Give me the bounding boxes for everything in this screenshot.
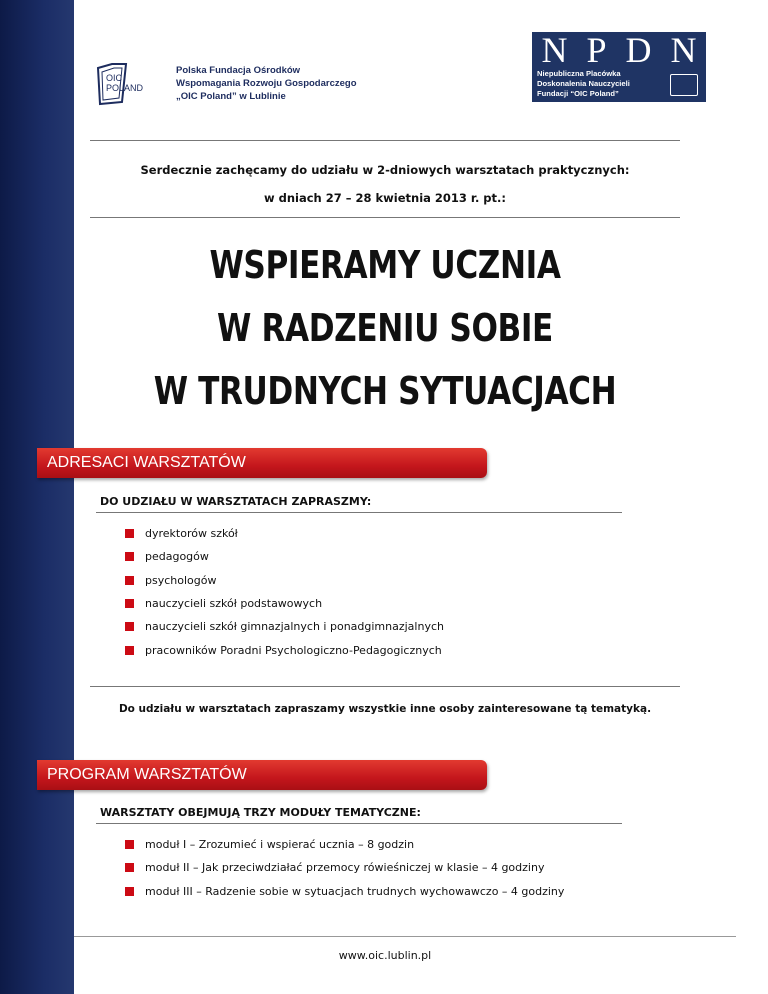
list-item <box>125 880 564 903</box>
svg-text:OIC: OIC <box>106 73 123 83</box>
divider <box>90 686 680 687</box>
oic-organization-name <box>176 64 357 103</box>
bullet-square-icon <box>125 646 134 655</box>
divider <box>96 823 622 824</box>
npdn-letter: D <box>625 30 652 70</box>
modules-list <box>125 833 564 903</box>
npdn-subtitle <box>537 69 665 98</box>
list-item-text: moduł I – Zrozumieć i wspierać ucznia – 8 godzin <box>145 838 415 852</box>
sidebar-stripe <box>0 0 74 994</box>
npdn-line-1: Niepubliczna Placówka <box>537 69 621 78</box>
section-banner-program: PROGRAM WARSZTATÓW <box>37 760 487 790</box>
svg-text:POLAND: POLAND <box>106 83 144 93</box>
list-item-text: pracowników Poradni Psychologiczno-Pedagogicznych <box>145 643 442 657</box>
list-item <box>125 569 444 592</box>
divider <box>90 140 680 141</box>
list-item <box>125 833 564 856</box>
list-item <box>125 522 444 545</box>
oic-poland-logo <box>92 62 166 106</box>
list-item-text: nauczycieli szkół podstawowych <box>145 597 323 611</box>
list-item-text: moduł III – Radzenie sobie w sytuacjach trudnych wychowawczo – 4 godziny <box>145 884 565 898</box>
bullet-square-icon <box>125 552 134 561</box>
list-item <box>125 615 444 638</box>
bullet-square-icon <box>125 887 134 896</box>
list-item <box>125 856 564 879</box>
npdn-letter: N <box>670 30 697 70</box>
bullet-square-icon <box>125 599 134 608</box>
bullet-square-icon <box>125 576 134 585</box>
npdn-line-2: Doskonalenia Nauczycieli <box>537 78 630 88</box>
list-item-text: moduł II – Jak przeciwdziałać przemocy rówieśniczej w klasie – 4 godziny <box>145 861 545 875</box>
list-item <box>125 545 444 568</box>
bullet-square-icon <box>125 863 134 872</box>
section-banner-adresaci: ADRESACI WARSZTATÓW <box>37 448 487 478</box>
title-line-2: W RADZENIU SOBIE <box>217 306 553 350</box>
oic-line-1: Polska Fundacja Ośrodków <box>176 65 301 76</box>
divider <box>90 217 680 218</box>
list-item <box>125 592 444 615</box>
list-item-text: psychologów <box>145 573 217 587</box>
section1-subhead: DO UDZIAŁU W WARSZTATACH ZAPRASZMY: <box>100 495 372 508</box>
section1-note: Do udziału w warsztatach zapraszamy wszystkie inne osoby zainteresowane tą tematyką. <box>118 703 652 715</box>
list-item-text: dyrektorów szkół <box>145 527 238 541</box>
npdn-letter: N <box>541 30 568 70</box>
footer-url: www.oic.lublin.pl <box>338 949 432 962</box>
list-item-text: nauczycieli szkół gimnazjalnych i ponadgimnazjalnych <box>145 620 444 634</box>
title-line-3: W TRUDNYCH SYTUACJACH <box>153 369 617 413</box>
npdn-line-3: Fundacji “OIC Poland” <box>537 88 619 98</box>
audience-list <box>125 522 444 662</box>
oic-line-3: „OIC Poland” w Lublinie <box>176 91 286 102</box>
oic-line-2: Wspomagania Rozwoju Gospodarczego <box>176 78 357 89</box>
bullet-square-icon <box>125 622 134 631</box>
npdn-logo <box>532 32 706 102</box>
footer-divider <box>74 936 736 937</box>
list-item <box>125 638 444 661</box>
npdn-letter: P <box>586 30 607 70</box>
section2-subhead: WARSZTATY OBEJMUJĄ TRZY MODUŁY TEMATYCZNE: <box>100 806 421 819</box>
npdn-letters <box>532 32 706 68</box>
bullet-square-icon <box>125 529 134 538</box>
title-line-1: WSPIERAMY UCZNIA <box>209 243 561 287</box>
npdn-mini-emblem <box>670 74 698 96</box>
list-item-text: pedagogów <box>145 550 209 564</box>
intro-line-2: w dniach 27 – 28 kwietnia 2013 r. pt.: <box>263 191 507 205</box>
divider <box>96 512 622 513</box>
bullet-square-icon <box>125 840 134 849</box>
intro-line-1: Serdecznie zachęcamy do udziału w 2-dniowych warsztatach praktycznych: <box>140 163 630 177</box>
